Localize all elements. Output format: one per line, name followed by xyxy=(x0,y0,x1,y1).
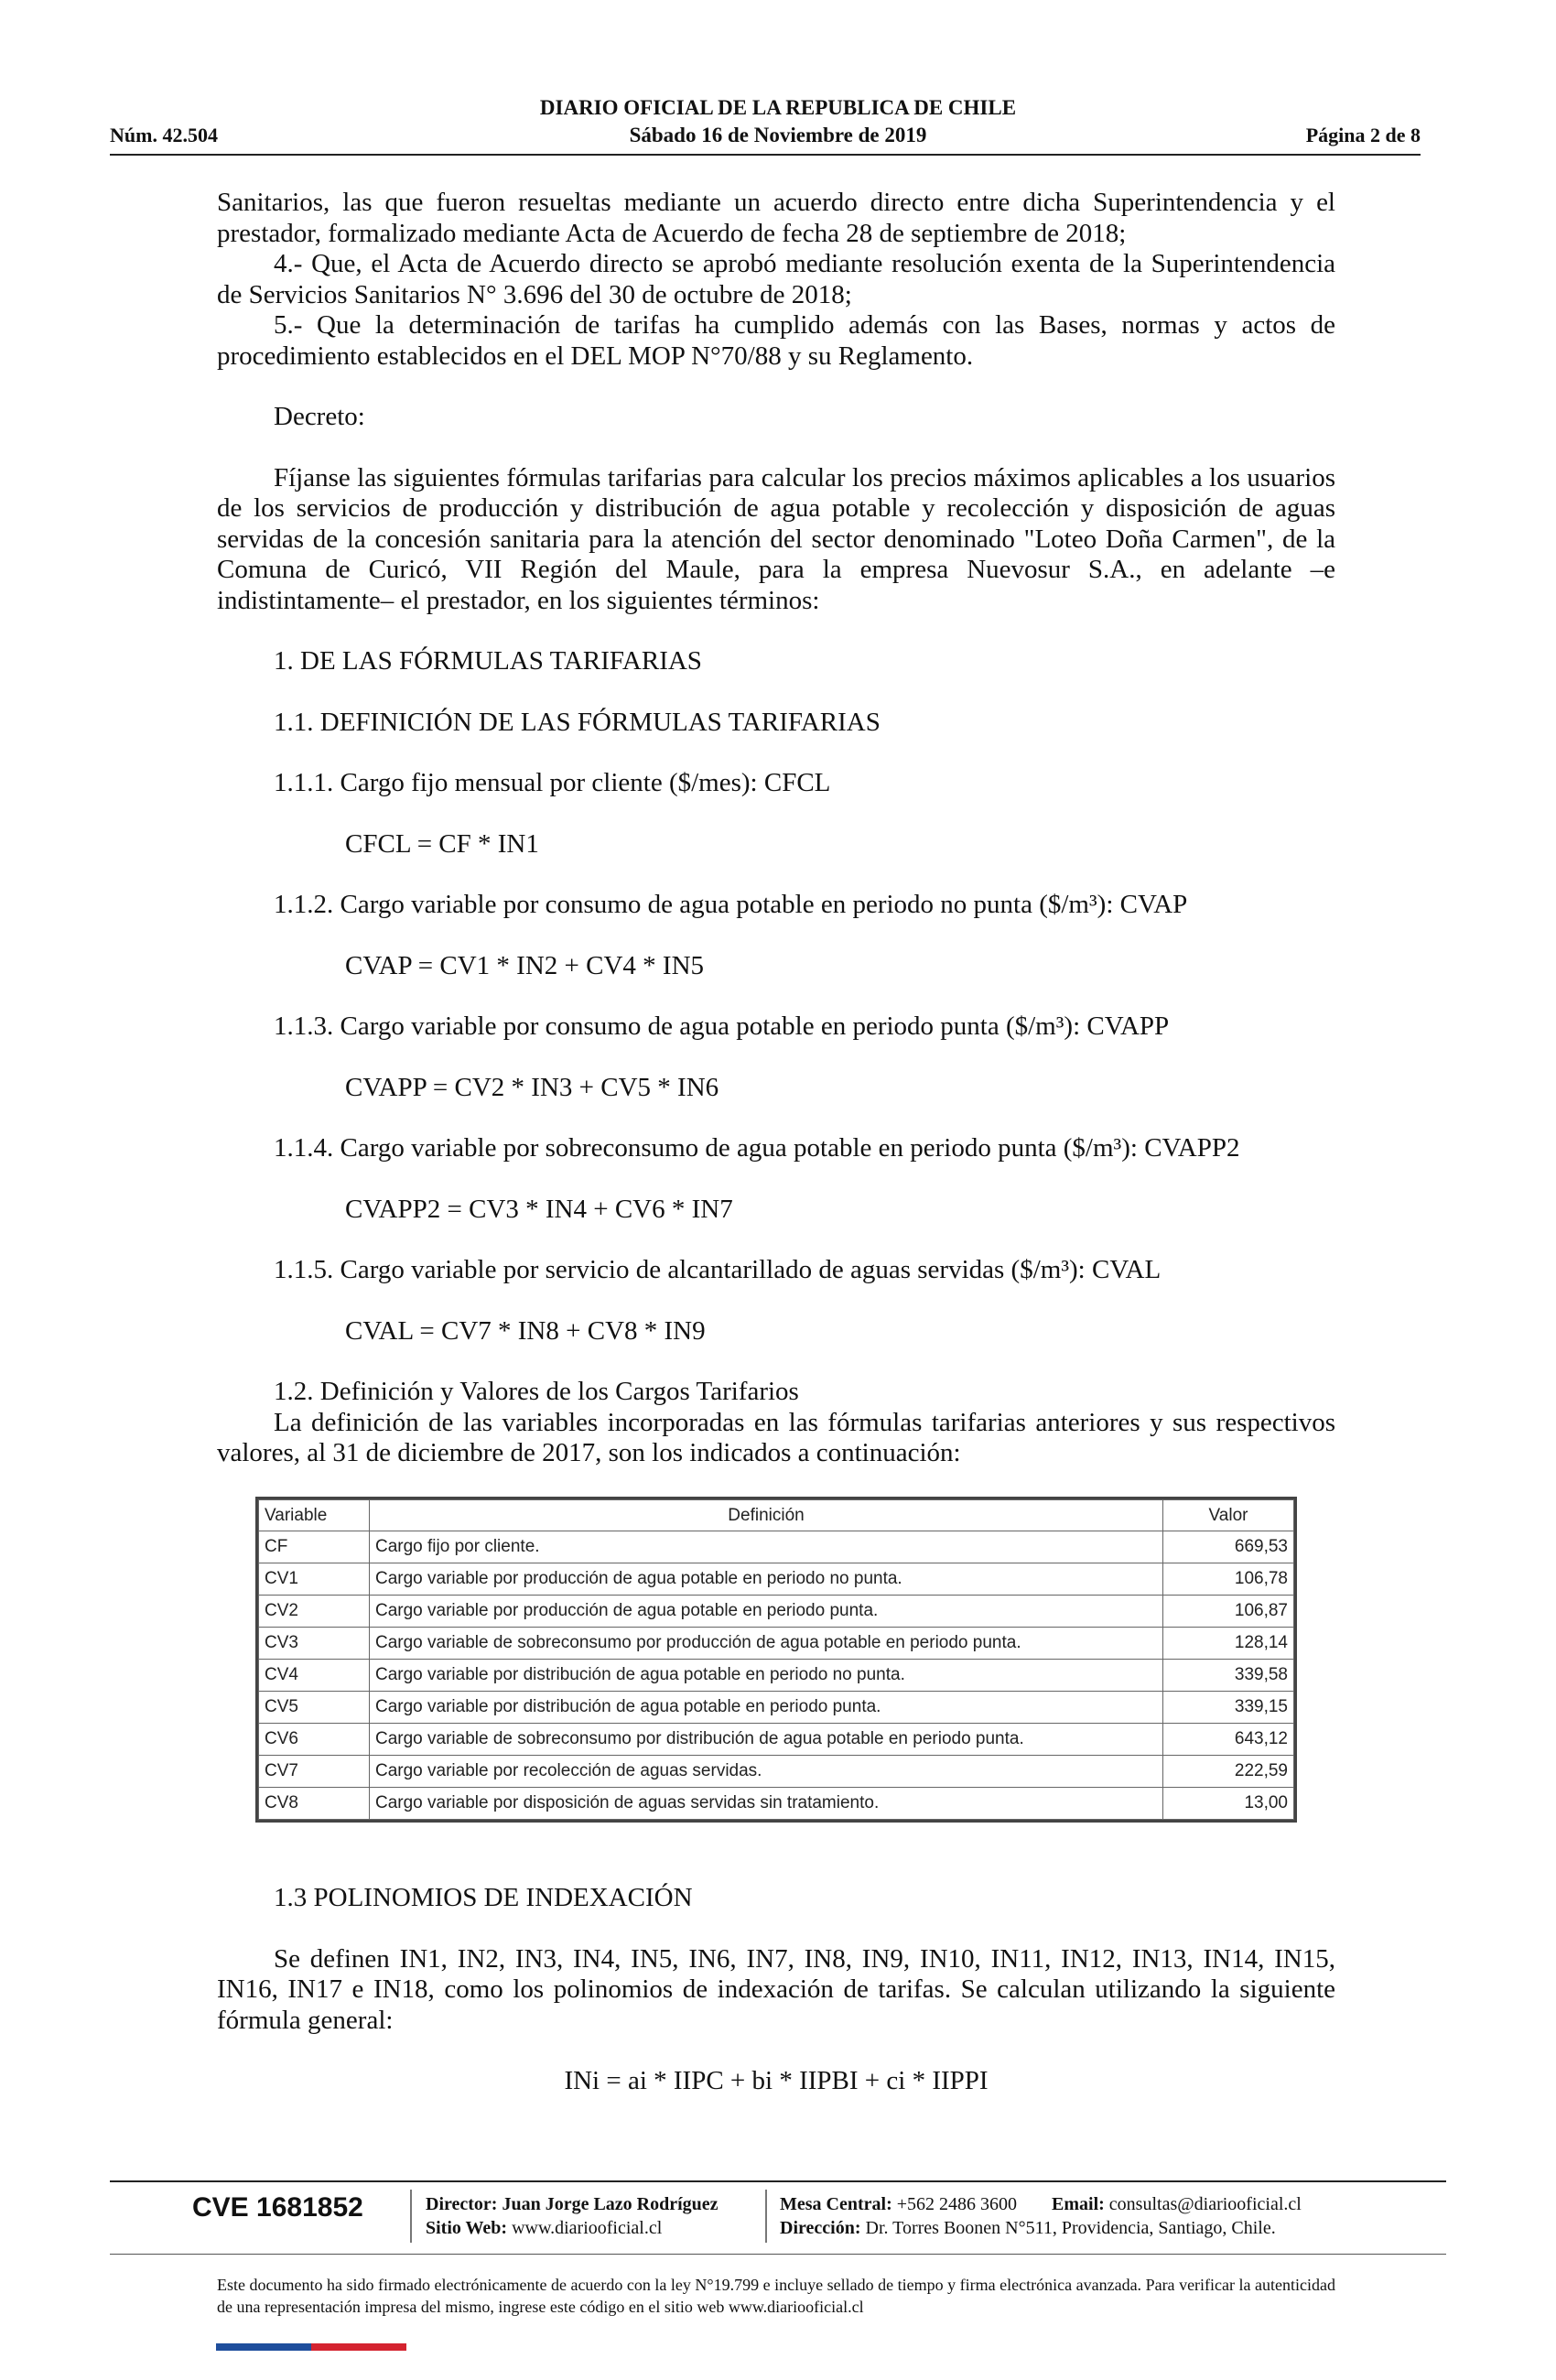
subsection-heading: 1.1.4. Cargo variable por sobreconsumo de agua potable en periodo punta ($/m³): CVAPP2 xyxy=(274,1133,1240,1163)
subsection-heading: 1.1.3. Cargo variable por consumo de agua potable en periodo punta ($/m³): CVAPP xyxy=(274,1012,1170,1041)
publication-date: Sábado 16 de Noviembre de 2019 xyxy=(629,124,927,146)
cell-definition: Cargo fijo por cliente. xyxy=(370,1531,1163,1563)
table-row xyxy=(259,1531,1294,1563)
table-row xyxy=(259,1628,1294,1660)
column-header: Definición xyxy=(370,1499,1163,1531)
cell-definition: Cargo variable de sobreconsumo por producción de agua potable en periodo punta. xyxy=(370,1628,1163,1660)
formula: CVAL = CV7 * IN8 + CV8 * IN9 xyxy=(345,1315,706,1346)
cell-value: 106,87 xyxy=(1163,1596,1294,1628)
table-row xyxy=(259,1692,1294,1724)
formula: CVAP = CV1 * IN2 + CV4 * IN5 xyxy=(345,950,705,980)
table-row xyxy=(259,1788,1294,1820)
cell-variable: CV6 xyxy=(259,1724,370,1756)
cell-variable: CV7 xyxy=(259,1756,370,1788)
flag-stripe-red xyxy=(311,2343,406,2351)
footer-director-block xyxy=(426,2192,719,2240)
footer-separator xyxy=(765,2190,767,2243)
phone-number: +562 2486 3600 xyxy=(896,2194,1018,2214)
cell-variable: CV3 xyxy=(259,1628,370,1660)
column-header: Valor xyxy=(1163,1499,1294,1531)
cell-value: 128,14 xyxy=(1163,1628,1294,1660)
director-label: Director: xyxy=(426,2194,498,2214)
cell-variable: CF xyxy=(259,1531,370,1563)
cell-definition: Cargo variable por distribución de agua potable en periodo no punta. xyxy=(370,1660,1163,1692)
publication-title: DIARIO OFICIAL DE LA REPUBLICA DE CHILE xyxy=(539,96,1017,119)
table-header-row xyxy=(259,1499,1294,1531)
cve-code: CVE 1681852 xyxy=(192,2192,363,2223)
paragraph: Sanitarios, las que fueron resueltas mediante un acuerdo directo entre dicha Superintendencia y el prestador, formalizado mediante Acta de Acuerdo de fecha 28 de septiembre de 2018; xyxy=(217,188,1335,248)
cell-definition: Cargo variable por distribución de agua potable en periodo punta. xyxy=(370,1692,1163,1724)
general-formula: INi = ai * IIPC + bi * IIPBI + ci * IIPPI xyxy=(564,2066,989,2095)
footer-separator xyxy=(410,2190,412,2243)
paragraph: Fíjanse las siguientes fórmulas tarifarias para calcular los precios máximos aplicables a los usuarios de los servicios de producción y distribución de agua potable y recolección y disposición de aguas servidas de la concesión sanitaria para la atención del sector denominado "Loteo Doña Carmen", de la Comuna de Curicó, VII Región del Maule, para la empresa Nuevosur S.A., en adelante –e indistintamente– el prestador, en los siguientes términos: xyxy=(217,462,1335,615)
formula: CVAPP2 = CV3 * IN4 + CV6 * IN7 xyxy=(345,1194,733,1224)
cell-definition: Cargo variable por producción de agua potable en periodo no punta. xyxy=(370,1563,1163,1596)
cell-definition: Cargo variable de sobreconsumo por distribución de agua potable en periodo punta. xyxy=(370,1724,1163,1756)
paragraph: La definición de las variables incorporadas en las fórmulas tarifarias anteriores y sus respectivos valores, al 31 de diciembre de 2017, son los indicados a continuación: xyxy=(217,1407,1335,1467)
table-row xyxy=(259,1596,1294,1628)
subsection-heading: 1.1.5. Cargo variable por servicio de alcantarillado de aguas servidas ($/m³): CVAL xyxy=(274,1255,1162,1284)
section-heading: 1.2. Definición y Valores de los Cargos Tarifarios xyxy=(274,1377,799,1406)
cell-definition: Cargo variable por producción de agua potable en periodo punta. xyxy=(370,1596,1163,1628)
cell-definition: Cargo variable por disposición de aguas servidas sin tratamiento. xyxy=(370,1788,1163,1820)
cell-value: 13,00 xyxy=(1163,1788,1294,1820)
formula: CFCL = CF * IN1 xyxy=(345,828,539,859)
footer-contact-block xyxy=(780,2192,1302,2240)
cell-variable: CV2 xyxy=(259,1596,370,1628)
section-heading: 1.1. DEFINICIÓN DE LAS FÓRMULAS TARIFARIAS xyxy=(274,707,881,737)
subsection-heading: 1.1.2. Cargo variable por consumo de agua potable en periodo no punta ($/m³): CVAP xyxy=(274,890,1188,919)
issue-number: Núm. 42.504 xyxy=(110,124,218,146)
site-label: Sitio Web: xyxy=(426,2218,508,2238)
email-label: Email: xyxy=(1052,2194,1105,2214)
phone-label: Mesa Central: xyxy=(780,2194,892,2214)
formula: CVAPP = CV2 * IN3 + CV5 * IN6 xyxy=(345,1072,719,1102)
header-divider xyxy=(110,154,1421,156)
table-row xyxy=(259,1660,1294,1692)
footer-divider xyxy=(110,2254,1446,2255)
legal-notice: Este documento ha sido firmado electrónicamente de acuerdo con la ley N°19.799 e incluye sellado de tiempo y firma electrónica avanzada. Para verificar la autenticidad de una representación impresa del mismo, ingrese este código en el sitio web www.diariooficial.cl xyxy=(217,2276,1335,2316)
table-row xyxy=(259,1756,1294,1788)
section-heading: 1.3 POLINOMIOS DE INDEXACIÓN xyxy=(274,1883,693,1912)
email-link[interactable]: consultas@diariooficial.cl xyxy=(1108,2194,1302,2214)
address-label: Dirección: xyxy=(780,2218,861,2238)
column-header: Variable xyxy=(259,1499,370,1531)
paragraph: Se definen IN1, IN2, IN3, IN4, IN5, IN6, IN7, IN8, IN9, IN10, IN11, IN12, IN13, IN14, IN15, IN16, IN17 e IN18, como los polinomios de indexación de tarifas. Se calculan utilizando la siguiente fórmula general: xyxy=(217,1943,1335,2035)
paragraph: 5.- Que la determinación de tarifas ha cumplido además con las Bases, normas y actos de procedimiento establecidos en el DEL MOP N°70/88 y su Reglamento. xyxy=(217,310,1335,371)
section-heading: 1. DE LAS FÓRMULAS TARIFARIAS xyxy=(274,646,702,676)
page-number: Página 2 de 8 xyxy=(1305,124,1421,146)
cell-variable: CV5 xyxy=(259,1692,370,1724)
cell-variable: CV1 xyxy=(259,1563,370,1596)
subsection-heading: 1.1.1. Cargo fijo mensual por cliente ($/mes): CFCL xyxy=(274,768,831,797)
cell-value: 339,15 xyxy=(1163,1692,1294,1724)
cell-value: 106,78 xyxy=(1163,1563,1294,1596)
director-name: Juan Jorge Lazo Rodríguez xyxy=(502,2194,719,2214)
cell-variable: CV4 xyxy=(259,1660,370,1692)
document-body xyxy=(217,188,1335,2097)
cell-value: 222,59 xyxy=(1163,1756,1294,1788)
tariff-table xyxy=(255,1497,1297,1823)
cell-value: 643,12 xyxy=(1163,1724,1294,1756)
site-link[interactable]: www.diariooficial.cl xyxy=(512,2218,663,2238)
cell-variable: CV8 xyxy=(259,1788,370,1820)
cell-definition: Cargo variable por recolección de aguas servidas. xyxy=(370,1756,1163,1788)
flag-stripe-blue xyxy=(216,2343,311,2351)
address-text: Dr. Torres Boonen N°511, Providencia, Santiago, Chile. xyxy=(865,2218,1276,2238)
cell-value: 669,53 xyxy=(1163,1531,1294,1563)
paragraph: 4.- Que, el Acta de Acuerdo directo se aprobó mediante resolución exenta de la Superintendencia de Servicios Sanitarios N° 3.696 del 30 de octubre de 2018; xyxy=(217,249,1335,309)
table-row xyxy=(259,1724,1294,1756)
cell-value: 339,58 xyxy=(1163,1660,1294,1692)
footer-divider xyxy=(110,2180,1446,2182)
table-row xyxy=(259,1563,1294,1596)
decreto-heading: Decreto: xyxy=(274,402,365,431)
